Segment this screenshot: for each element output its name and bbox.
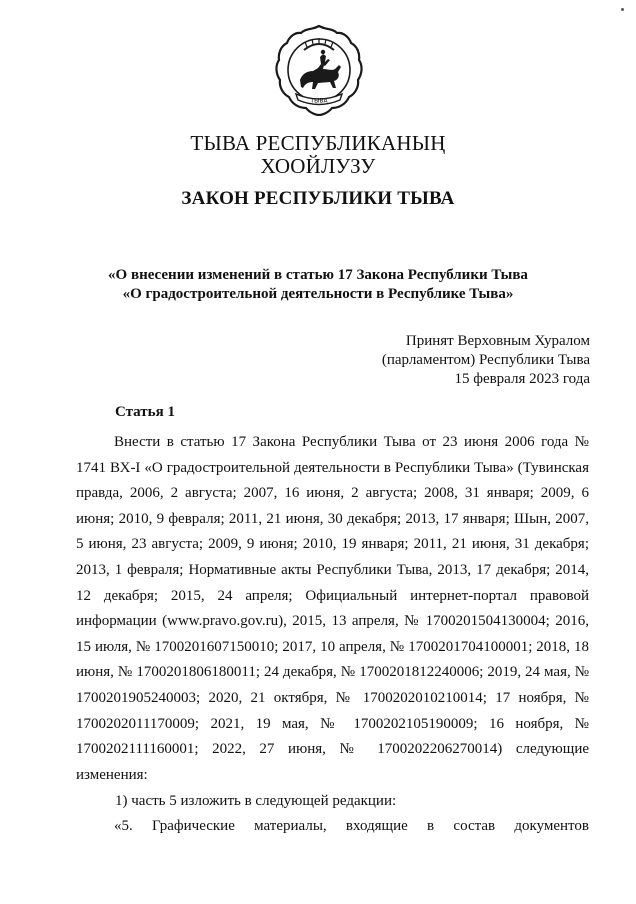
article-body: Внести в статью 17 Закона Республики Тыва от 23 июня 2006 года № 1741 ВХ-I «О градостроительной деятельности в Республики Тыва» (Тувинская правда, 2006, 2 августа; 2007, 16 июня, 2 августа; 2008, 31 января; 2009, 6 июня; 2010, 9 февраля; 2011, 21 июня, 30 декабря; 2013, 17 января; Шын, 2007, 5 июня, 23 августа; 2009, 9 июня; 2010, 19 января; 2011, 21 июня, 31 декабря; 2013, 1 февраля; Нормативные акты Республики Тыва, 2013, 17 декабря; 2014, 12 декабря; 2015, 24 апреля; Официальный интернет-портал правовой информации (www.pravo.gov.ru), 2015, 13 апреля, № 1700201504130004; 2016, 15 июля, № 1700201607150010; 2017, 10 апреля, № 1700201704100001; 2018, 18 июня, № 1700201806180011; 24 декабря, № 1700201812240006; 2019, 24 мая, № 1700201905240003; 2020, 21 октября, № 1700202010210014; 17 ноября, № 1700202011170009; 2021, 19 мая, № 1700202105190009; 16 ноября, № 1700202111160001; 2022, 27 июня, № 1700202206270014) следующие изменения: <box>76 434 589 783</box>
header-line-1: ТЫВА РЕСПУБЛИКАНЫҢ <box>190 131 446 155</box>
adoption-date: 15 февраля 2023 года <box>454 371 590 387</box>
header-line-2: ХООЙЛУЗУ <box>260 154 376 178</box>
adoption-block <box>382 332 590 389</box>
tuva-coat-of-arms <box>274 24 364 116</box>
svg-text:ТЫВА: ТЫВА <box>310 97 328 105</box>
adoption-line-1: Принят Верховным Хуралом <box>405 333 590 349</box>
law-title: ЗАКОН РЕСПУБЛИКИ ТЫВА <box>181 188 455 209</box>
article-heading: Статья 1 <box>115 404 175 420</box>
law-subject <box>0 266 636 304</box>
list-item-1: 1) часть 5 изложить в следующей редакции: <box>115 793 397 809</box>
quoted-part-5: «5. Графические материалы, входящие в состав документов <box>114 818 589 834</box>
subject-line-1: «О внесении изменений в статью 17 Закона Республики Тыва <box>108 267 528 283</box>
scan-speck <box>621 8 624 11</box>
adoption-line-2: (парламентом) Республики Тыва <box>381 352 590 368</box>
subject-line-2: «О градостроительной деятельности в Республике Тыва» <box>122 286 514 302</box>
